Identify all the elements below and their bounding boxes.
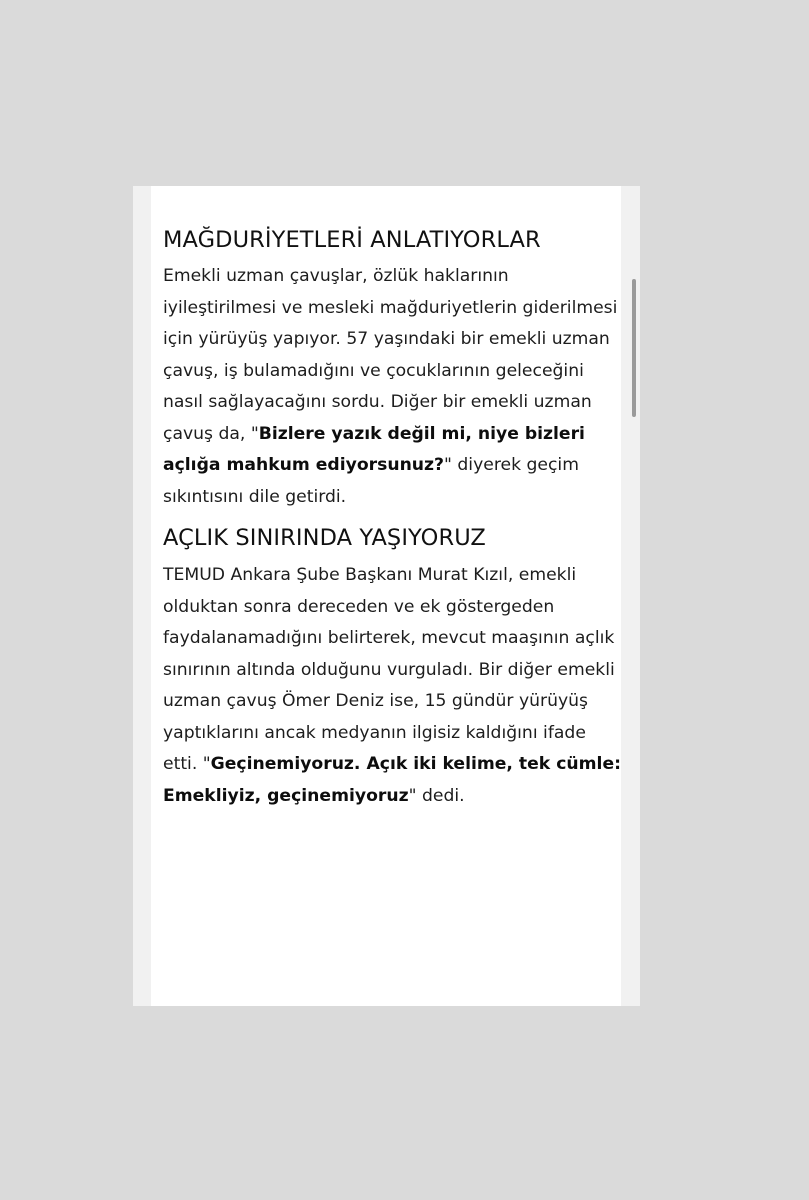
- paragraph-1: [163, 261, 625, 513]
- paragraph-2-quote: Geçinemiyoruz. Açık iki kelime, tek cümle: Emekliyiz, geçinemiyoruz: [163, 754, 621, 806]
- paragraph-1-text-end: " diyerek geçim sıkıntısını dile getirdi.: [163, 455, 579, 507]
- paragraph-2-text: TEMUD Ankara Şube Başkanı Murat Kızıl, emekli olduktan sonra dereceden ve ek göstergeden faydalanamadığını belirterek, mevcut maaşının açlık sınırının altında olduğunu vurguladı. Bir diğer emekli uzman çavuş Ömer Deniz ise, 15 gündür yürüyüş yaptıklarını ancak medyanın ilgisiz kaldığını ifade etti. ": [163, 565, 615, 774]
- paragraph-2: [163, 560, 625, 812]
- paragraph-2-text-end: " dedi.: [408, 785, 465, 806]
- paragraph-1-quote: Bizlere yazık değil mi, niye bizleri açlığa mahkum ediyorsunuz?: [163, 423, 585, 475]
- paragraph-1-text: Emekli uzman çavuşlar, özlük haklarının iyileştirilmesi ve mesleki mağduriyetlerin giderilmesi için yürüyüş yapıyor. 57 yaşındaki bir emekli uzman çavuş, iş bulamadığını ve çocuklarının geleceğini nasıl sağlayacağını sordu. Diğer bir emekli uzman çavuş da, ": [163, 266, 618, 444]
- section-heading-1: MAĞDURİYETLERİ ANLATIYORLAR: [163, 227, 541, 253]
- article-content: [163, 224, 625, 812]
- section-heading-2: AÇLIK SINIRINDA YAŞIYORUZ: [163, 525, 486, 551]
- vertical-scrollbar[interactable]: [632, 279, 636, 417]
